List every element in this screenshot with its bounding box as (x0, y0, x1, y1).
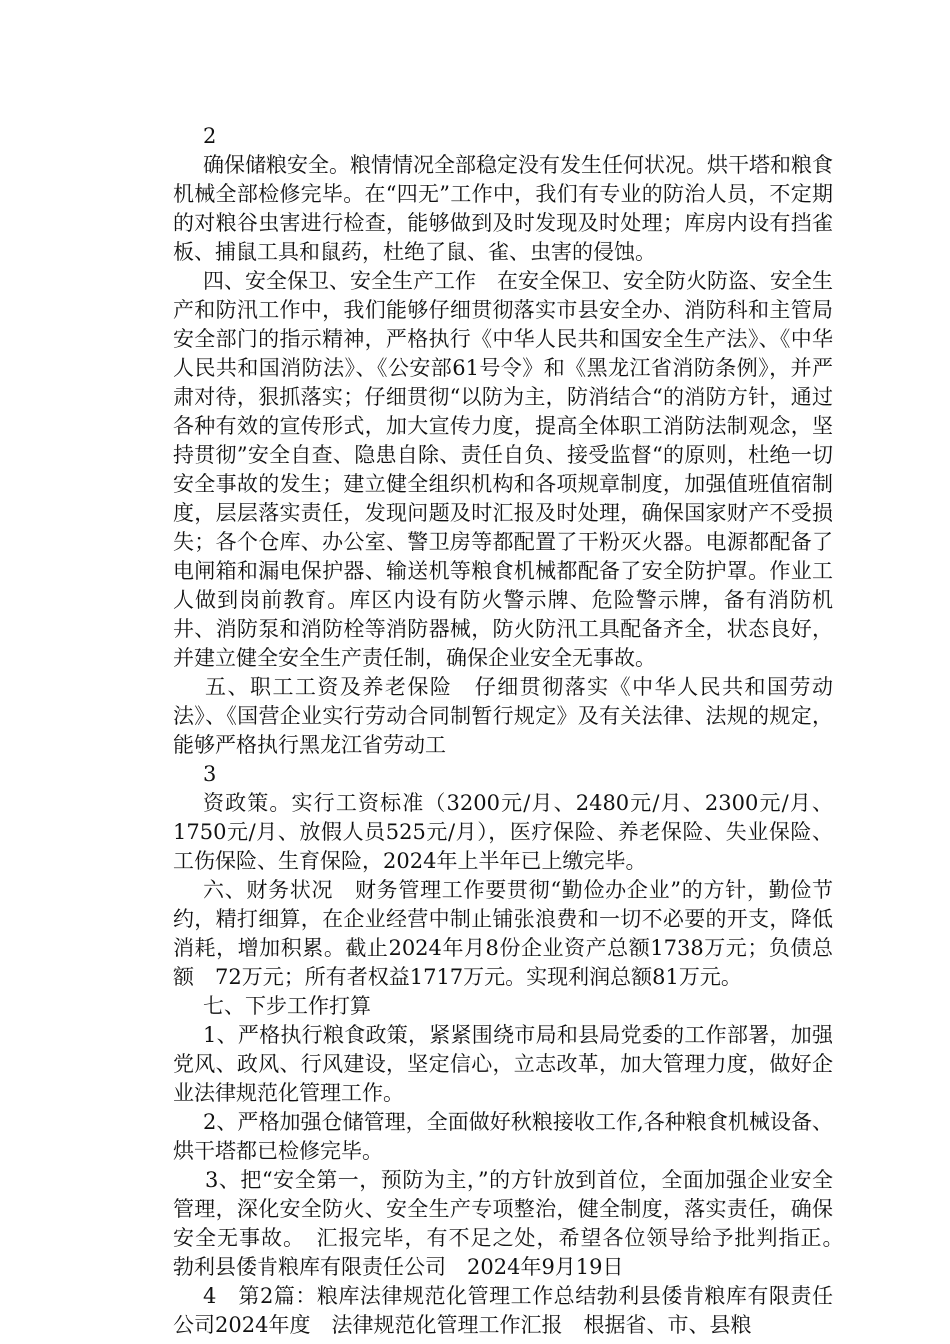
paragraph: 四、安全保卫、安全生产工作 在安全保卫、安全防火防盗、安全生产和防汛工作中，我们能够仔细贯彻落实市县安全办、消防科和主管局安全部门的指示精神，严格执行《中华人民共和国安全生产法》、《中华人民共和国消防法》、《公安部61号令》和《黑龙江省消防条例》，并严肃对待，狠抓落实；仔细贯彻“以防为主，防消结合“的消防方针，通过各种有效的宣传形式，加大宣传力度，提高全体职工消防法制观念，坚持贯彻”安全自查、隐患自除、责任自负、接受监督“的原则，杜绝一切安全事故的发生；建立健全组织机构和各项规章制度，加强值班值宿制度，层层落实责任，发现问题及时汇报及时处理，确保国家财产不受损失；各个仓库、办公室、警卫房等都配置了干粉灭火器。电源都配备了电闸箱和漏电保护器、输送机等粮食机械都配备了安全防护罩。作业工人做到岗前教育。库区内设有防火警示牌、危险警示牌，备有消防机井、消防泵和消防栓等消防器械，防火防汛工具配备齐全，状态良好，并建立健全安全生产责任制，确保企业安全无事故。 (173, 269, 833, 670)
paragraph: 六、财务状况 财务管理工作要贯彻“勤俭办企业”的方针，勤俭节约，精打细算，在企业经营中制止铺张浪费和一切不必要的开支，降低消耗，增加积累。截止2024年月8份企业资产总额1738万元；负债总额 72万元；所有者权益1717万元。实现利润总额81万元。 (173, 878, 833, 989)
page-number: 3 (203, 762, 217, 786)
paragraph: 2、严格加强仓储管理，全面做好秋粮接收工作,各种粮食机械设备、烘干塔都已检修完毕。 (173, 1110, 833, 1163)
paragraph: 4 第2篇：粮库法律规范化管理工作总结勃利县倭肯粮库有限责任公司2024年度 法律规范化管理工作汇报 根据省、市、县粮 (173, 1284, 833, 1337)
paragraph: 3、把“安全第一，预防为主，”的方针放到首位，全面加强企业安全管理，深化安全防火、安全生产专项整治，健全制度，落实责任，确保安全无事故。 汇报完毕，有不足之处，希望各位领导给予批判指正。 勃利县倭肯粮库有限责任公司 2024年9月19日 (173, 1168, 854, 1279)
paragraph: 资政策。实行工资标准（3200元/月、2480元/月、2300元/月、1750元/月、放假人员525元/月），医疗保险、养老保险、失业保险、工伤保险、生育保险，2024年上半年已上缴完毕。 (173, 791, 833, 873)
paragraph: 1、严格执行粮食政策，紧紧围绕市局和县局党委的工作部署，加强党风、政风、行风建设，坚定信心，立志改革，加大管理力度，做好企业法律规范化管理工作。 (173, 1023, 833, 1105)
paragraph: 五、职工工资及养老保险 仔细贯彻落实《中华人民共和国劳动法》、《国营企业实行劳动合同制暂行规定》及有关法律、法规的规定，能够严格执行黑龙江省劳动工 (173, 675, 833, 757)
page-number: 2 (203, 124, 217, 148)
section-heading: 七、下步工作打算 (203, 994, 371, 1018)
document-body (173, 122, 854, 1340)
paragraph: 确保储粮安全。粮情情况全部稳定没有发生任何状况。烘干塔和粮食机械全部检修完毕。在“四无”工作中，我们有专业的防治人员，不定期的对粮谷虫害进行检查，能够做到及时发现及时处理；库房内设有挡雀板、捕鼠工具和鼠药，杜绝了鼠、雀、虫害的侵蚀。 (173, 153, 833, 264)
